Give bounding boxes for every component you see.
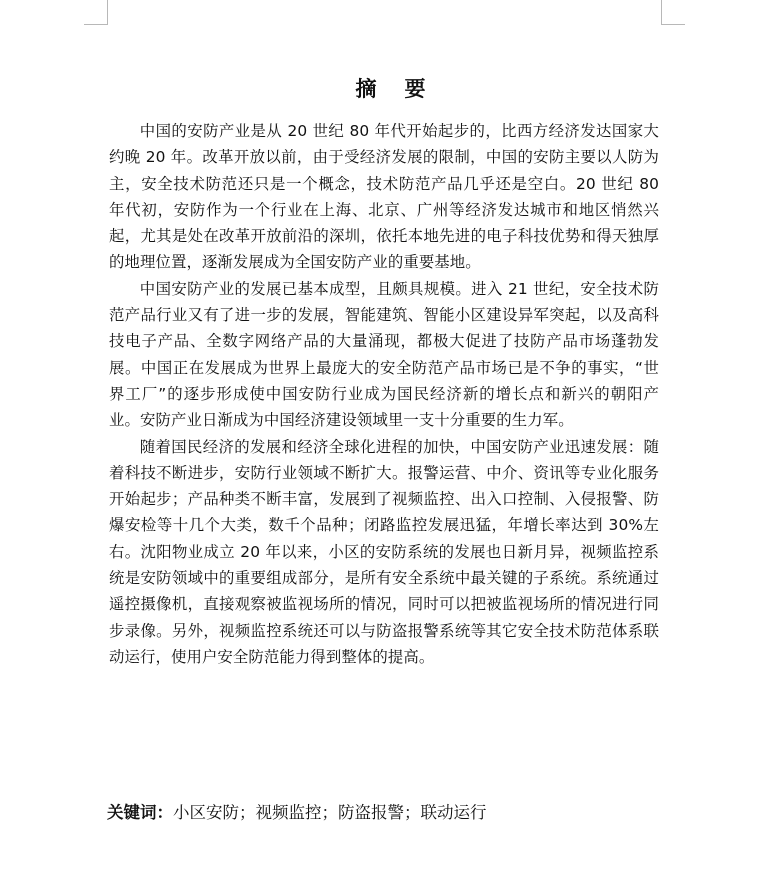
keywords-text: 小区安防；视频监控；防盗报警；联动运行 <box>173 803 487 822</box>
abstract-paragraph-2: 中国安防产业的发展已基本成型，且颇具规模。进入 21 世纪，安全技术防范产品行业又有了进一步的发展，智能建筑、智能小区建设异军突起，以及高科技电子产品、全数字网络产品的大量涌现，都极大促进了技防产品市场蓬勃发展。中国正在发展成为世界上最庞大的安全防范产品市场已是不争的事实，“世界工厂”的逐步形成使中国安防行业成为国民经济新的增长点和新兴的朝阳产业。安防产业日渐成为中国经济建设领域里一支十分重要的生力军。 <box>109 279 659 430</box>
crop-mark-top-left-vertical <box>107 0 108 25</box>
abstract-title-char-1: 摘 <box>355 77 377 101</box>
keywords-line <box>107 801 487 825</box>
abstract-paragraph-3: 随着国民经济的发展和经济全球化进程的加快，中国安防产业迅速发展：随着科技不断进步，安防行业领域不断扩大。报警运营、中介、资讯等专业化服务开始起步；产品种类不断丰富，发展到了视频监控、出入口控制、入侵报警、防爆安检等十几个大类，数千个品种；闭路监控发展迅猛，年增长率达到 30%左右。沈阳物业成立 20 年以来，小区的安防系统的发展也日新月异，视频监控系统是安防领域中的重要组成部分，是所有安全系统中最关键的子系统。系统通过遥控摄像机，直接观察被监视场所的情况，同时可以把被监视场所的情况进行同步录像。另外，视频监控系统还可以与防盗报警系统等其它安全技术防范体系联动运行，使用户安全防范能力得到整体的提高。 <box>109 437 659 666</box>
crop-mark-top-left-horizontal <box>84 24 108 25</box>
crop-mark-top-right-horizontal <box>661 24 685 25</box>
abstract-paragraph-1: 中国的安防产业是从 20 世纪 80 年代开始起步的，比西方经济发达国家大约晚 20 年。改革开放以前，由于受经济发展的限制，中国的安防主要以人防为主，安全技术防范还只是一个概念，技术防范产品几乎还是空白。20 世纪 80 年代初，安防作为一个行业在上海、北京、广州等经济发达城市和地区悄然兴起，尤其是处在改革开放前沿的深圳，依托本地先进的电子科技优势和得天独厚的地理位置，逐渐发展成为全国安防产业的重要基地。 <box>109 122 659 272</box>
abstract-title-char-2: 要 <box>404 77 426 101</box>
abstract-body <box>109 118 659 670</box>
keywords-label: 关键词： <box>107 803 173 822</box>
crop-mark-top-right-vertical <box>661 0 662 25</box>
abstract-title <box>0 73 781 103</box>
